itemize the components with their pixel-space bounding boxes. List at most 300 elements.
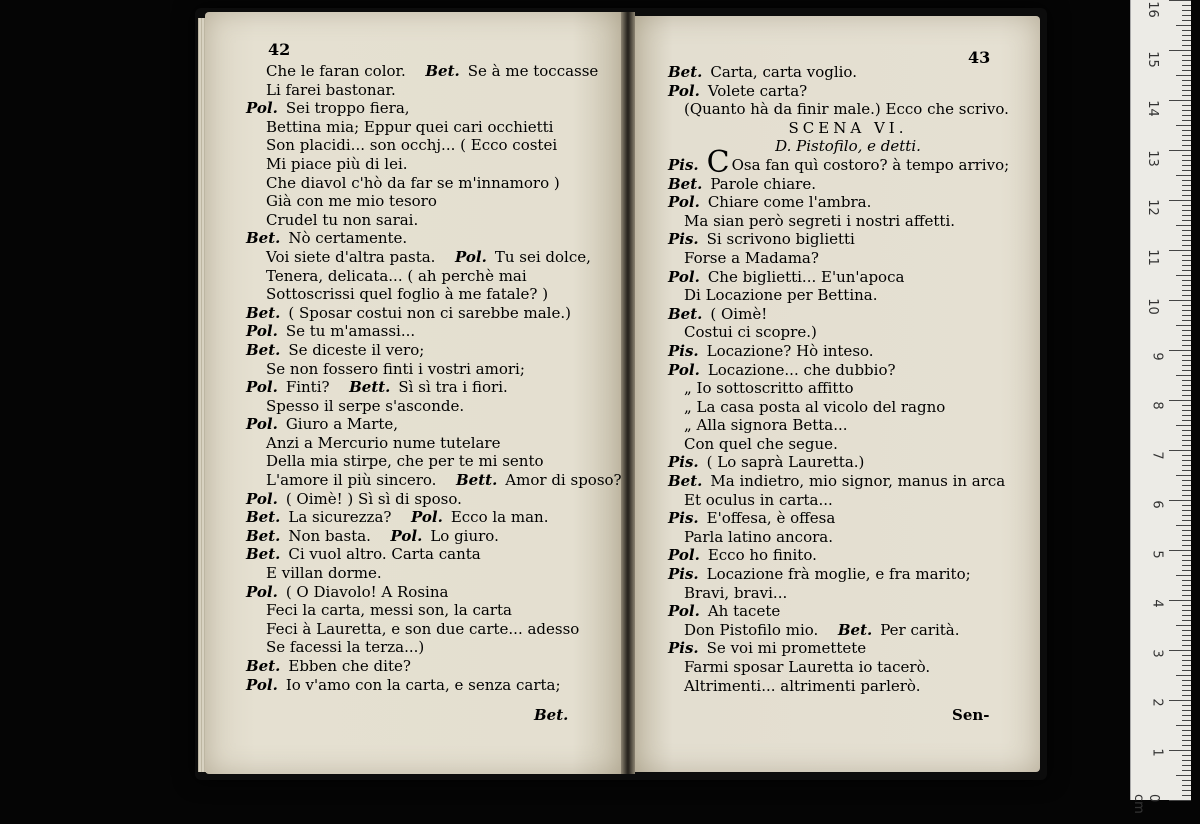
line-text: Amor di sposo? [505,471,622,490]
speaker-label: Pol. [246,99,278,118]
text-line [668,621,1028,640]
ruler-tick [1169,800,1191,801]
ruler-tick [1182,640,1191,641]
line-text: Della mia stirpe, che per te mi sento [266,452,544,471]
ruler-tick [1182,405,1191,406]
ruler-tick [1182,395,1191,396]
ruler-tick [1182,40,1191,41]
ruler-tick [1182,15,1191,16]
ruler-tick [1182,695,1191,696]
ruler-tick [1176,675,1191,676]
right-page-number: 43 [968,48,991,67]
text-line [246,508,606,527]
speaker-label: Pol. [668,267,700,286]
text-line [668,268,1028,287]
text-line [246,118,606,137]
ruler-tick [1182,195,1191,196]
text-line [246,415,606,434]
ruler-tick [1182,220,1191,221]
line-text: ( Oimè! [710,304,768,323]
text-line [246,99,606,118]
speaker-label: Pis. [668,509,699,528]
speaker-label: Bett. [349,378,391,397]
ruler-tick [1182,480,1191,481]
line-text: Di Locazione per Bettina. [684,286,878,305]
text-line [668,361,1028,380]
speaker-label: Pis. [668,230,699,249]
ruler-tick [1169,200,1191,201]
speaker-label: Bet. [246,229,281,248]
left-page-number: 42 [268,40,291,59]
ruler-tick [1182,135,1191,136]
text-line [668,379,1028,398]
ruler-tick [1169,400,1191,401]
text-line [246,490,606,509]
line-text: Se non fossero finti i vostri amori; [266,359,525,378]
ruler-tick [1176,425,1191,426]
speaker-label: Pis. [668,639,699,658]
text-line [668,82,1028,101]
ruler-tick [1182,255,1191,256]
speaker-label: Pol. [246,415,278,434]
text-line [668,472,1028,491]
ruler-tick [1182,55,1191,56]
line-text: Locazione... che dubbio? [707,360,896,379]
line-text: „ La casa posta al vicolo del ragno [684,397,946,416]
text-line [668,230,1028,249]
line-text: Anzi a Mercurio nume tutelare [266,433,501,452]
ruler-tick [1182,445,1191,446]
ruler-tick [1169,250,1191,251]
line-text: Carta, carta voglio. [710,63,857,81]
text-line [668,175,1028,194]
ruler-tick [1182,305,1191,306]
ruler-tick [1169,650,1191,651]
text-line [246,676,606,695]
line-text: ( Lo saprà Lauretta.) [706,453,865,472]
ruler-number: 5 [1149,549,1165,559]
ruler-tick [1182,185,1191,186]
ruler-tick [1182,490,1191,491]
speaker-label: Bett. [455,471,498,490]
speaker-label: Pol. [390,526,423,545]
ruler-tick [1182,90,1191,91]
text-line [668,509,1028,528]
line-text: L'amore il più sincero. [266,471,437,490]
ruler-tick [1182,735,1191,736]
line-text: „ Io sottoscritto affitto [684,379,854,398]
ruler-number: 1 [1149,747,1165,757]
line-text: Bettina mia; Eppur quei cari occhietti [266,117,554,136]
ruler-tick [1182,715,1191,716]
ruler-tick [1182,635,1191,636]
text-line [668,100,1028,119]
measuring-ruler [1130,0,1191,814]
ruler-tick [1182,105,1191,106]
line-text: Osa fan quì costoro? à tempo arrivo; [731,155,1010,174]
ruler-tick [1169,750,1191,751]
speaker-label: Pis. [668,453,699,472]
text-line [668,435,1028,454]
text-line [246,285,606,304]
ruler-tick [1169,600,1191,601]
ruler-tick [1182,355,1191,356]
ruler-tick [1182,615,1191,616]
ruler-tick [1182,310,1191,311]
ruler-tick [1182,755,1191,756]
text-line [246,360,606,379]
speaker-label: Bet. [246,545,281,564]
text-line [668,286,1028,305]
line-text: Parole chiare. [710,174,816,193]
line-text: Ci vuol altro. Carta canta [288,545,481,564]
line-text: Io v'amo con la carta, e senza carta; [285,675,561,694]
speaker-label: Bet. [668,63,703,81]
line-text: Voi siete d'altra pasta. [266,247,436,266]
line-text: Sei troppo fiera, [285,99,410,118]
ruler-tick [1182,530,1191,531]
ruler-tick [1176,575,1191,576]
line-text: Chiare come l'ambra. [707,193,872,212]
line-text: Li farei bastonar. [266,80,396,99]
speaker-label: Bet. [246,340,281,359]
ruler-tick [1182,65,1191,66]
line-text: Con quel che segue. [684,434,838,453]
ruler-tick [1182,270,1191,271]
ruler-number: 11 [1145,248,1161,266]
ruler-number: 2 [1149,698,1165,707]
ruler-tick [1182,215,1191,216]
ruler-tick [1182,560,1191,561]
ruler-tick [1182,710,1191,711]
ruler-tick [1182,670,1191,671]
ruler-number: 10 [1145,298,1161,315]
speaker-label: Pis. [668,341,699,360]
right-catchword: Sen- [952,706,990,724]
ruler-tick [1182,685,1191,686]
ruler-tick [1182,235,1191,236]
scene-characters: D. Pistofilo, e detti. [775,137,921,156]
ruler-tick [1169,450,1191,451]
ruler-tick [1176,75,1191,76]
ruler-tick [1182,510,1191,511]
ruler-tick [1182,770,1191,771]
ruler-tick [1182,745,1191,746]
ruler-tick [1182,605,1191,606]
ruler-tick [1182,540,1191,541]
line-text: Parla latino ancora. [684,527,833,546]
ruler-tick [1182,595,1191,596]
text-line [668,212,1028,231]
speaker-label: Pol. [411,508,443,527]
ruler-tick [1182,585,1191,586]
line-text: Che le faran color. [266,62,406,80]
ruler-tick [1182,155,1191,156]
line-text: Ah tacete [707,602,781,621]
text-line [246,81,606,100]
text-line [668,491,1028,510]
line-text: Non basta. [288,526,371,545]
ruler-tick [1182,35,1191,36]
text-line [246,527,606,546]
ruler-tick [1182,555,1191,556]
line-text: Che biglietti... E'un'apoca [707,267,905,286]
ruler-tick [1176,25,1191,26]
text-line [246,638,606,657]
ruler-tick [1182,10,1191,11]
ruler-tick [1182,505,1191,506]
ruler-tick [1182,435,1191,436]
ruler-tick [1182,360,1191,361]
text-line [246,601,606,620]
line-text: Che diavol c'hò da far se m'innamoro ) [266,173,560,192]
line-text: Sottoscrissi quel foglio à me fatale? ) [266,285,549,304]
ruler-tick [1182,110,1191,111]
ruler-tick [1182,485,1191,486]
ruler-tick [1176,225,1191,226]
ruler-tick [1182,465,1191,466]
speaker-label: Pol. [668,193,700,212]
line-text: ( Sposar costui non ci sarebbe male.) [288,303,571,322]
line-text: Per carità. [880,620,960,639]
ruler-number: 7 [1149,450,1165,460]
line-text: Lo giuro. [430,526,499,545]
text-line [246,174,606,193]
text-line [668,193,1028,212]
line-text: Ma sian però segreti i nostri affetti. [684,211,956,230]
line-text: Et oculus in carta... [684,490,833,509]
ruler-tick [1182,790,1191,791]
text-line [668,249,1028,268]
text-line [246,564,606,583]
line-text: Crudel tu non sarai. [266,210,419,229]
left-page-text [246,62,622,694]
text-line [246,620,606,639]
ruler-tick [1182,565,1191,566]
ruler-tick [1182,290,1191,291]
speaker-label: Pol. [668,360,700,379]
ruler-tick [1182,115,1191,116]
book-gutter [621,12,635,774]
ruler-tick [1182,690,1191,691]
text-line [246,583,606,602]
ruler-tick [1182,410,1191,411]
ruler-tick [1182,95,1191,96]
line-text: Locazione frà moglie, e fra marito; [706,565,971,584]
ruler-tick [1169,500,1191,501]
speaker-label: Bet. [246,526,281,545]
drop-capital: C [706,144,730,180]
ruler-tick [1182,415,1191,416]
line-text: Don Pistofilo mio. [684,620,819,639]
ruler-tick [1182,60,1191,61]
speaker-label: Pol. [668,546,700,565]
ruler-tick [1182,190,1191,191]
text-line [668,323,1028,342]
speaker-label: Pis. [668,155,699,174]
ruler-tick [1182,460,1191,461]
speaker-label: Bet. [246,508,281,527]
line-text: Ma indietro, mio signor, manus in arca [710,472,1006,491]
line-text: Bravi, bravi... [684,583,788,602]
ruler-number: 6 [1149,500,1165,509]
ruler-tick [1182,430,1191,431]
line-text: Tenera, delicata... ( ah perchè mai [266,266,527,285]
text-line [246,397,606,416]
right-page-text [668,63,1028,695]
ruler-number: 9 [1149,351,1165,361]
ruler-tick [1169,50,1191,51]
text-line [246,248,606,267]
line-text: Finti? [285,378,330,397]
text-line [668,639,1028,658]
ruler-number: 13 [1145,149,1161,167]
text-line [246,434,606,453]
ruler-tick [1182,730,1191,731]
ruler-tick [1182,545,1191,546]
line-text: E'offesa, è offesa [706,509,836,528]
ruler-tick [1182,180,1191,181]
ruler-tick [1182,80,1191,81]
ruler-tick [1182,5,1191,6]
text-line [668,342,1028,361]
ruler-tick [1182,655,1191,656]
line-text: Forse a Madama? [684,248,819,267]
line-text: Mi piace più di lei. [266,154,408,173]
ruler-tick [1182,380,1191,381]
speaker-label: Pol. [668,602,700,621]
ruler-tick [1169,700,1191,701]
speaker-label: Bet. [246,303,281,322]
ruler-tick [1176,725,1191,726]
ruler-tick [1182,590,1191,591]
text-line [246,657,606,676]
ruler-tick [1169,0,1191,1]
speaker-label: Pol. [246,489,278,508]
ruler-number: 16 [1145,1,1161,18]
ruler-tick [1182,385,1191,386]
text-line [668,453,1028,472]
speaker-label: Bet. [246,657,281,675]
text-line [246,304,606,323]
text-line [246,229,606,248]
ruler-tick [1182,170,1191,171]
speaker-label: Bet. [668,304,703,323]
ruler-tick [1182,645,1191,646]
ruler-tick [1182,330,1191,331]
speaker-label: Bet. [425,62,460,80]
line-text: Se tu m'amassi... [285,322,416,341]
text-line [246,136,606,155]
line-text: Tu sei dolce, [494,247,591,266]
line-text: Già con me mio tesoro [266,192,437,211]
ruler-number: 3 [1149,648,1165,658]
ruler-tick [1182,70,1191,71]
ruler-tick [1182,440,1191,441]
ruler-tick [1176,475,1191,476]
ruler-tick [1182,340,1191,341]
ruler-tick [1182,390,1191,391]
text-line [246,341,606,360]
line-text: Altrimenti... altrimenti parlerò. [684,676,921,695]
line-text: ( Oimè! ) Sì sì di sposo. [285,489,462,508]
ruler-tick [1182,760,1191,761]
text-line [246,192,606,211]
ruler-tick [1182,130,1191,131]
ruler-number: 14 [1145,100,1161,117]
ruler-tick [1182,495,1191,496]
ruler-tick [1169,150,1191,151]
ruler-tick [1176,275,1191,276]
line-text: E villan dorme. [266,564,382,583]
ruler-tick [1182,210,1191,211]
ruler-tick [1182,120,1191,121]
text-line [668,546,1028,565]
ruler-tick [1182,245,1191,246]
ruler-tick [1182,30,1191,31]
line-text: (Quanto hà da finir male.) Ecco che scrivo. [684,100,1009,119]
line-text: „ Alla signora Betta... [684,416,848,435]
text-line [246,471,622,490]
line-text: Se diceste il vero; [288,340,425,359]
text-line [668,602,1028,621]
ruler-tick [1182,455,1191,456]
line-text: Ebben che dite? [288,657,411,675]
text-line [668,528,1028,547]
ruler-tick [1182,165,1191,166]
speaker-label: Pis. [668,565,699,584]
ruler-number: 4 [1149,599,1165,608]
ruler-tick [1182,470,1191,471]
ruler-tick [1182,520,1191,521]
line-text: Se voi mi promettete [706,639,867,658]
speaker-label: Bet. [668,472,703,491]
text-line [668,305,1028,324]
line-text: Farmi sposar Lauretta io tacerò. [684,658,931,676]
line-text: Feci à Lauretta, e son due carte... adesso [266,619,580,638]
ruler-tick [1182,160,1191,161]
ruler-tick [1182,620,1191,621]
ruler-number: 8 [1149,401,1165,410]
ruler-tick [1182,295,1191,296]
line-text: ( O Diavolo! A Rosina [285,582,449,601]
text-line [668,677,1028,696]
ruler-tick [1182,660,1191,661]
ruler-tick [1182,570,1191,571]
ruler-tick [1182,240,1191,241]
ruler-tick [1176,525,1191,526]
text-line [668,398,1028,417]
ruler-tick [1182,85,1191,86]
scene-title: SCENA VI. [788,118,908,137]
text-line [246,378,606,397]
ruler-tick [1182,260,1191,261]
speaker-label: Pol. [246,675,278,694]
ruler-tick [1182,795,1191,796]
ruler-tick [1182,785,1191,786]
ruler-tick [1176,125,1191,126]
line-text: Se facessi la terza...) [266,638,425,657]
ruler-number: 0 cm [1131,794,1161,814]
line-text: Son placidi... son occhj... ( Ecco costei [266,136,558,155]
ruler-tick [1182,285,1191,286]
line-text: Si scrivono biglietti [706,230,855,249]
text-line [246,155,606,174]
ruler-tick [1169,550,1191,551]
line-text: Spesso il serpe s'asconde. [266,396,465,415]
text-line [668,416,1028,435]
ruler-tick [1182,335,1191,336]
